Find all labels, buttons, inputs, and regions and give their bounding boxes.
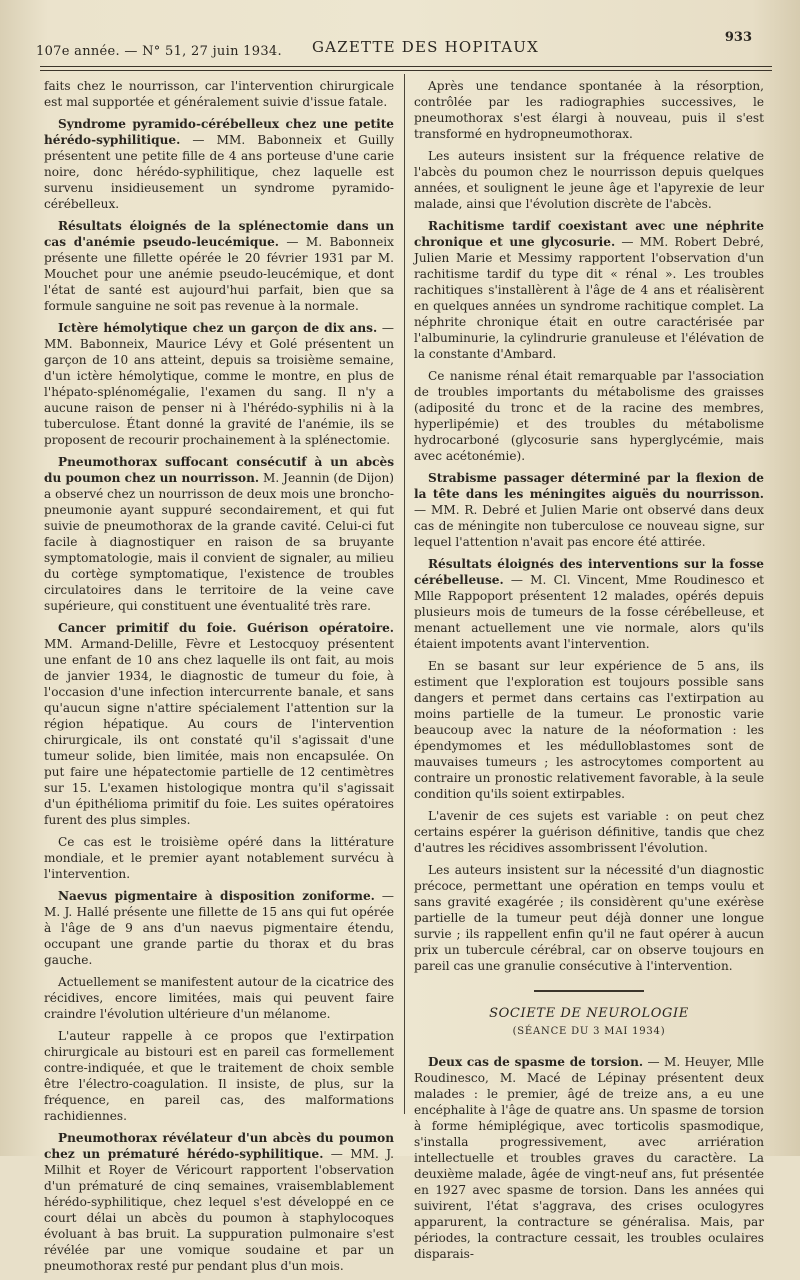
article-title: Résultats éloignés de la splénectomie dans un cas d'anémie pseudo-leucémique. xyxy=(44,219,394,249)
article-body: — M. J. Hallé présente une fillette de 15 ans qui fut opérée à l'âge de 9 ans d'un naevus pigmentaire étendu, occupant une grande partie du thorax et du bras gauche. xyxy=(44,889,394,967)
article-splenectomie xyxy=(44,218,394,314)
article-ictere xyxy=(44,320,394,448)
article-naevus xyxy=(44,888,394,968)
page-header xyxy=(36,30,770,66)
article-paragraph: L'auteur rappelle à ce propos que l'extirpation chirurgicale au bistouri est en pareil cas formellement contre-indiquée, et que le traitement de choix semble être l'électro-coagulation. Il insiste, de plus, sur la fréquence, en pareil cas, des malformations rachidiennes. xyxy=(44,1029,394,1123)
journal-title: GAZETTE DES HOPITAUX xyxy=(312,38,539,56)
article-title: Syndrome pyramido-cérébelleux chez une petite hérédo-syphilitique. xyxy=(44,117,394,147)
header-rule-inner xyxy=(40,70,772,71)
article-body: MM. Armand-Delille, Fèvre et Lestocquoy présentent une enfant de 10 ans chez laquelle ils ont fait, au mois de janvier 1934, le diagnostic de tumeur du foie, à l'occasion d'une infection intercurrente banale, et sans qu'aucun signe n'attire spécialement l'attention sur la région hépatique. Au cours de l'intervention chirurgicale, ils ont constaté qu'il s'agissait d'une tumeur solide, bien limitée, mais non encapsulée. On put faire une hépatectomie partielle de 12 centimètres sur 15. L'examen histologique montra qu'il s'agissait d'un épithélioma primitif du foie. Les suites opératoires furent des plus simples. xyxy=(44,637,394,827)
column-divider xyxy=(404,74,405,1114)
article-body: — MM. Babonneix et Guilly présentent une petite fille de 4 ans porteuse d'une carie noire, donc hérédo-syphilitique, chez laquelle est survenu insidieusement un syndrome pyramido-cérébelleux. xyxy=(44,133,394,211)
page-number: 933 xyxy=(724,30,752,45)
article-syndrome-pyramido xyxy=(44,116,394,212)
section-title: SOCIETE DE NEUROLOGIE xyxy=(489,1006,689,1021)
article-body: — M. Cl. Vincent, Mme Roudinesco et Mlle Rappoport présentent 12 malades, opérés depuis plusieurs mois de tumeurs de la fosse cérébelleuse, et menant actuellement une vie normale, alors qu'ils étaient impotents avant l'intervention. xyxy=(414,573,764,651)
article-title: Cancer primitif du foie. Guérison opératoire. xyxy=(58,621,394,635)
article-strabisme xyxy=(414,470,764,550)
issue-info: 107e année. — N° 51, 27 juin 1934. xyxy=(36,44,282,59)
article-paragraph: Les auteurs insistent sur la nécessité d'un diagnostic précoce, permettant une opération en temps voulu et sans gravité exagérée ; ils considèrent qu'une exérèse partielle de la tumeur peut déjà donner une longue survie ; ils rappellent enfin qu'il ne faut opérer à aucun prix un tubercule cérébral, car on observe toujours en pareil cas une granulie consécutive à l'intervention. xyxy=(414,863,764,973)
article-paragraph: Les auteurs insistent sur la fréquence relative de l'abcès du poumon chez le nourrisson depuis quelques années, et soulignent le jeune âge et l'apyrexie de leur malade, ainsi que l'évolution discrète de l'abcès. xyxy=(414,149,764,211)
right-column xyxy=(414,78,764,1268)
article-title: Pneumothorax révélateur d'un abcès du poumon chez un prématuré hérédo-syphilitique. xyxy=(44,1131,394,1161)
article-body: — M. Heuyer, Mlle Roudinesco, M. Macé de Lépinay présentent deux malades : le premier, âgé de treize ans, a eu une encéphalite à l'âge de quatre ans. Un spasme de torsion à forme hémiplégique, avec torticolis spasmodique, s'installa progressivement, avec arriération intellectuelle et troubles graves du caractère. La deuxième malade, âgée de vingt-neuf ans, fut présentée en 1927 avec spasme de torsion. Dans les années qui suivirent, l'état s'aggrava, des crises oculogyres apparurent, la contracture se généralisa. Mais, par périodes, la contracture cessait, les troubles oculaires disparais- xyxy=(414,1055,764,1261)
continued-text: Après une tendance spontanée à la résorption, contrôlée par les radiographies successives, le pneumothorax s'est élargi à nouveau, puis il s'est transformé en hydropneumothorax. xyxy=(414,79,764,141)
article-fosse-cerebelleuse xyxy=(414,556,764,652)
section-subtitle: (SÉANCE DU 3 MAI 1934) xyxy=(512,1026,666,1037)
article-paragraph: Ce nanisme rénal était remarquable par l'association de troubles importants du métabolisme des graisses (adiposité du tronc et de la racine des membres, hyperlipémie) et des troubles du métabolisme hydrocarboné (glycosurie sans hyperglycémie, mais avec acétonémie). xyxy=(414,369,764,463)
article-paragraph: Ce cas est le troisième opéré dans la littérature mondiale, et le premier ayant notablement survécu à l'intervention. xyxy=(44,835,394,881)
article-rachitisme xyxy=(414,218,764,362)
article-body: — MM. J. Milhit et Royer de Véricourt rapportent l'observation d'un prématuré de cinq semaines, vraisemblablement hérédo-syphilitique, chez lequel s'est développé en ce court délai un abcès du poumon à staphylocoques évoluant à bas bruit. La suppuration pulmonaire s'est révélée par une vomique soudaine et par un pneumothorax resté pur pendant plus d'un mois. xyxy=(44,1147,394,1273)
article-paragraph: L'avenir de ces sujets est variable : on peut chez certains espérer la guérison définitive, tandis que chez d'autres les récidives assombrissent l'évolution. xyxy=(414,809,764,855)
article-title: Deux cas de spasme de torsion. xyxy=(428,1055,644,1069)
article-body: — MM. Robert Debré, Julien Marie et Messimy rapportent l'observation d'un rachitisme tardif du type dit « rénal ». Les troubles rachitiques s'installèrent à l'âge de 4 ans et réalisèrent en quelques années un syndrome rachitique complet. La néphrite chronique était en outre caractérisée par l'albuminurie, la cylindrurie granuleuse et l'élévation de la constante d'Ambard. xyxy=(414,235,764,361)
article-paragraph: En se basant sur leur expérience de 5 ans, ils estiment que l'exploration est toujours possible sans dangers et permet dans certains cas l'extirpation au moins partielle de la tumeur. Le pronostic varie beaucoup avec la nature de la néoformation : les épendymomes et les médulloblastomes sont de mauvaises tumeurs ; les astrocytomes comportent au contraire un pronostic relativement favorable, à la seule condition qu'ils soient extirpables. xyxy=(414,659,764,801)
continued-text: faits chez le nourrisson, car l'intervention chirurgicale est mal supportée et généralement suivie d'issue fatale. xyxy=(44,79,394,109)
article-paragraph: Actuellement se manifestent autour de la cicatrice des récidives, encore limitées, mais qui peuvent faire craindre l'évolution ultérieure d'un mélanome. xyxy=(44,975,394,1021)
article-title: Pneumothorax suffocant consécutif à un abcès du poumon chez un nourrisson. xyxy=(44,455,394,485)
header-rule xyxy=(40,66,772,67)
article-title: Ictère hémolytique chez un garçon de dix ans. xyxy=(58,321,378,335)
article-title: Résultats éloignés des interventions sur la fosse cérébelleuse. xyxy=(414,557,764,587)
article-pneumothorax-suffocant xyxy=(44,454,394,614)
article-body: — M. Babonneix présente une fillette opérée le 20 février 1931 par M. Mouchet pour une anémie pseudo-leucémique, et dont l'état de santé est aujourd'hui parfait, bien que sa formule sanguine ne soit pas revenue à la normale. xyxy=(44,235,394,313)
section-separator xyxy=(534,990,644,992)
article-body: — MM. R. Debré et Julien Marie ont observé dans deux cas de méningite non tuberculose ce nouveau signe, sur lequel l'attention n'avait pas encore été attirée. xyxy=(414,503,764,549)
article-pneumothorax-revelateur xyxy=(44,1130,394,1274)
article-body: M. Jeannin (de Dijon) a observé chez un nourrisson de deux mois une broncho-pneumonie ayant suppuré secondairement, et qui fut suivie de pneumothorax de la grande cavité. Celui-ci fut facile à diagnostiquer en raison de sa bruyante symptomatologie, mais il convient de signaler, au milieu du cortège symptomatique, l'existence de troubles circulatoires dans le territoire de la veine cave supérieure, qui constituent une éventualité très rare. xyxy=(44,471,394,613)
article-spasme-torsion xyxy=(414,1054,764,1262)
article-title: Strabisme passager déterminé par la flexion de la tête dans les méningites aiguës du nourrisson. xyxy=(414,471,764,501)
left-column xyxy=(44,78,394,1280)
article-body: — MM. Babonneix, Maurice Lévy et Golé présentent un garçon de 10 ans atteint, depuis sa troisième semaine, d'un ictère hémolytique, comme le montre, en plus de l'hépato-splénomégalie, l'examen du sang. Il n'y a aucune raison de penser ni à l'hérédo-syphilis ni à la tuberculose. Étant donné la gravité de l'anémie, ils se proposent de recourir prochainement à la splénectomie. xyxy=(44,321,394,447)
article-cancer-foie xyxy=(44,620,394,828)
article-title: Rachitisme tardif coexistant avec une néphrite chronique et une glycosurie. xyxy=(414,219,764,249)
article-title: Naevus pigmentaire à disposition zoniforme. xyxy=(58,889,375,903)
